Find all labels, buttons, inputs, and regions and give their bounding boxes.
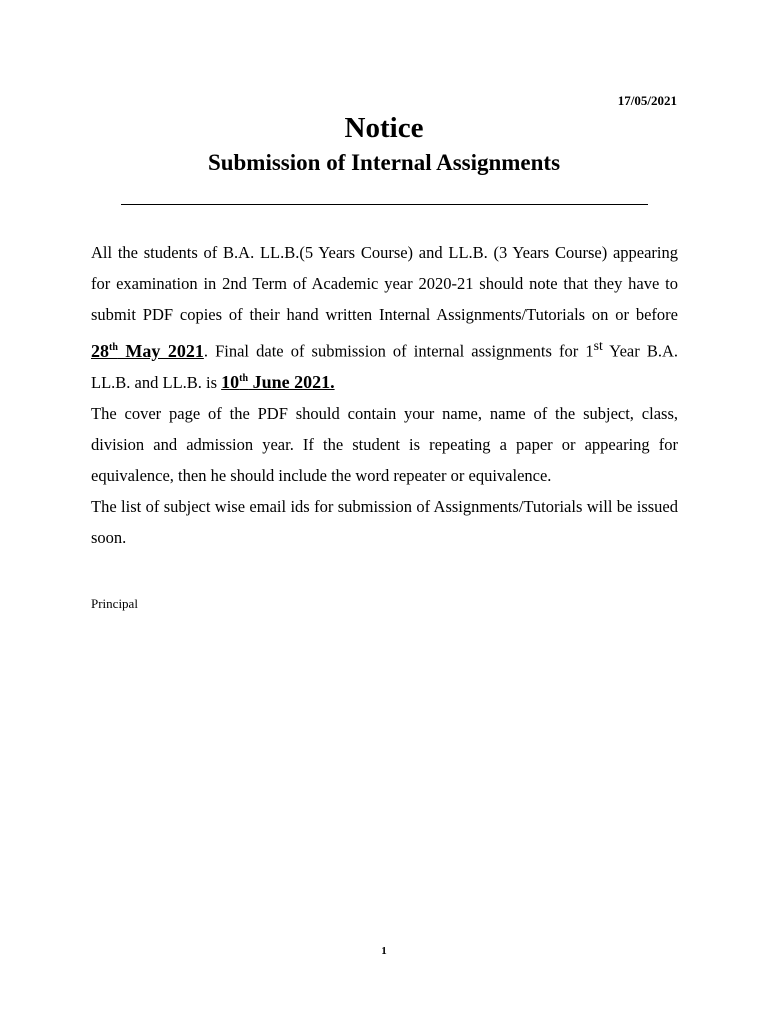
paragraph-intro-text: All the students of B.A. LL.B.(5 Years Course) and LL.B. (3 Years Course) appearing for examination in 2nd Term of Academic year 2020-21 should note that they have to submit PDF copies of their hand written Internal Assignments/Tutorials on or before [91,243,678,324]
signature-principal: Principal [91,596,138,611]
notice-subtitle: Submission of Internal Assignments [207,150,561,175]
final-deadline-suffix: th [239,372,249,384]
final-deadline [221,372,334,392]
paragraph-mid-text-2: Year B.A. LL.B. and LL.B. is [91,341,678,392]
page-number: 1 [381,945,387,957]
first-deadline-suffix: th [109,341,118,353]
year-ordinal-suffix: st [593,338,603,353]
first-deadline-day: 28 [91,340,109,361]
paragraph-cover-page: The cover page of the PDF should contain your name, name of the subject, class, division and admission year. If the student is repeating a paper or appearing for equivalence, then he should include the word repeater or equivalence. [91,403,678,485]
notice-title: Notice [344,112,424,144]
title-underline-rule [121,204,648,205]
final-deadline-month-year: June 2021. [248,371,335,392]
first-deadline-month-year: May 2021 [117,340,204,361]
first-deadline [91,341,204,361]
paragraph-deadlines [91,237,678,398]
paragraph-email-list: The list of subject wise email ids for submission of Assignments/Tutorials will be issued soon. [91,496,678,547]
final-deadline-day: 10 [221,371,240,392]
paragraph-mid-text: . Final date of submission of internal assignments for 1 [203,341,594,361]
notice-body [91,237,678,553]
notice-date: 17/05/2021 [617,93,677,108]
